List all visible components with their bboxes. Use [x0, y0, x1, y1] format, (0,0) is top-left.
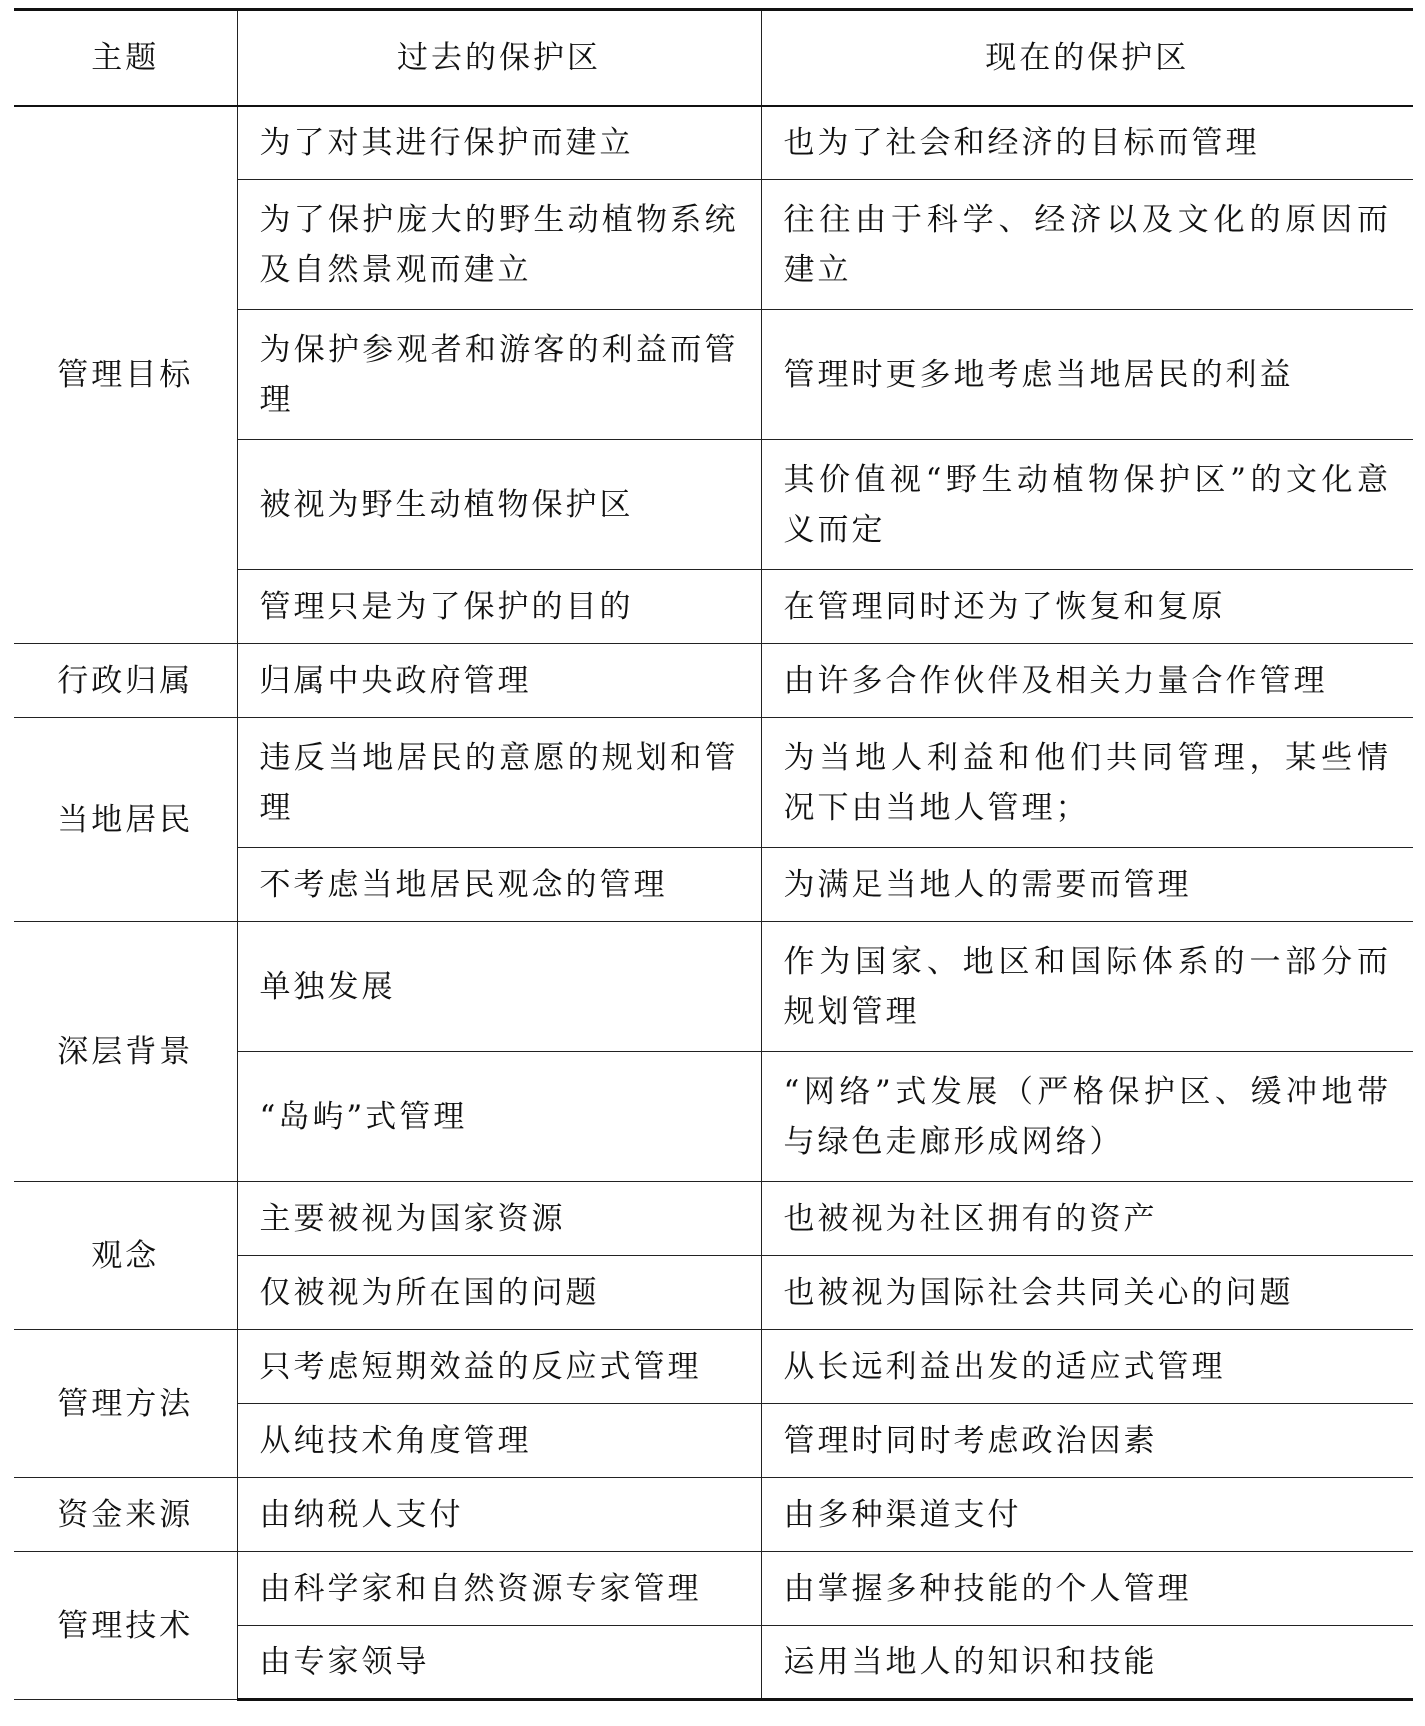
present-cell: 由许多合作伙伴及相关力量合作管理: [761, 644, 1413, 718]
past-cell: 仅被视为所在国的问题: [237, 1256, 761, 1330]
theme-cell: 管理目标: [14, 106, 237, 644]
past-cell: 从纯技术角度管理: [237, 1404, 761, 1478]
past-cell: 违反当地居民的意愿的规划和管理: [237, 718, 761, 848]
present-cell: 管理时同时考虑政治因素: [761, 1404, 1413, 1478]
past-cell: 主要被视为国家资源: [237, 1182, 761, 1256]
header-theme: 主题: [14, 10, 237, 106]
table-row: [14, 1478, 1413, 1552]
header-row: [14, 10, 1413, 106]
past-cell: 不考虑当地居民观念的管理: [237, 848, 761, 922]
table-row: [14, 1552, 1413, 1626]
past-cell: 为了保护庞大的野生动植物系统及自然景观而建立: [237, 180, 761, 310]
past-cell: 只考虑短期效益的反应式管理: [237, 1330, 761, 1404]
past-cell: 由纳税人支付: [237, 1478, 761, 1552]
past-cell: 单独发展: [237, 922, 761, 1052]
theme-cell: 行政归属: [14, 644, 237, 718]
present-cell: 往往由于科学、经济以及文化的原因而建立: [761, 180, 1413, 310]
table-row: [14, 1330, 1413, 1404]
past-cell: 为保护参观者和游客的利益而管理: [237, 310, 761, 440]
table-row: [14, 922, 1413, 1052]
table-row: [14, 1182, 1413, 1256]
table-row: [14, 644, 1413, 718]
present-cell: 在管理同时还为了恢复和复原: [761, 570, 1413, 644]
table-header: [14, 10, 1413, 106]
present-cell: 由多种渠道支付: [761, 1478, 1413, 1552]
past-cell: 归属中央政府管理: [237, 644, 761, 718]
table-row: [14, 718, 1413, 848]
present-cell: 运用当地人的知识和技能: [761, 1626, 1413, 1700]
table-row: [14, 106, 1413, 180]
theme-cell: 资金来源: [14, 1478, 237, 1552]
present-cell: 也被视为社区拥有的资产: [761, 1182, 1413, 1256]
past-cell: 为了对其进行保护而建立: [237, 106, 761, 180]
theme-cell: 管理技术: [14, 1552, 237, 1700]
theme-cell: 当地居民: [14, 718, 237, 922]
past-cell: “岛屿”式管理: [237, 1052, 761, 1182]
present-cell: 为当地人利益和他们共同管理，某些情况下由当地人管理；: [761, 718, 1413, 848]
past-cell: 管理只是为了保护的目的: [237, 570, 761, 644]
header-past: 过去的保护区: [237, 10, 761, 106]
present-cell: 也被视为国际社会共同关心的问题: [761, 1256, 1413, 1330]
present-cell: 也为了社会和经济的目标而管理: [761, 106, 1413, 180]
present-cell: 为满足当地人的需要而管理: [761, 848, 1413, 922]
present-cell: 作为国家、地区和国际体系的一部分而规划管理: [761, 922, 1413, 1052]
theme-cell: 管理方法: [14, 1330, 237, 1478]
theme-cell: 深层背景: [14, 922, 237, 1182]
comparison-table: [14, 8, 1413, 1701]
theme-cell: 观念: [14, 1182, 237, 1330]
present-cell: “网络”式发展（严格保护区、缓冲地带与绿色走廊形成网络）: [761, 1052, 1413, 1182]
past-cell: 由科学家和自然资源专家管理: [237, 1552, 761, 1626]
present-cell: 管理时更多地考虑当地居民的利益: [761, 310, 1413, 440]
past-cell: 由专家领导: [237, 1626, 761, 1700]
present-cell: 由掌握多种技能的个人管理: [761, 1552, 1413, 1626]
table-body: [14, 106, 1413, 1700]
header-present: 现在的保护区: [761, 10, 1413, 106]
present-cell: 其价值视“野生动植物保护区”的文化意义而定: [761, 440, 1413, 570]
past-cell: 被视为野生动植物保护区: [237, 440, 761, 570]
present-cell: 从长远利益出发的适应式管理: [761, 1330, 1413, 1404]
